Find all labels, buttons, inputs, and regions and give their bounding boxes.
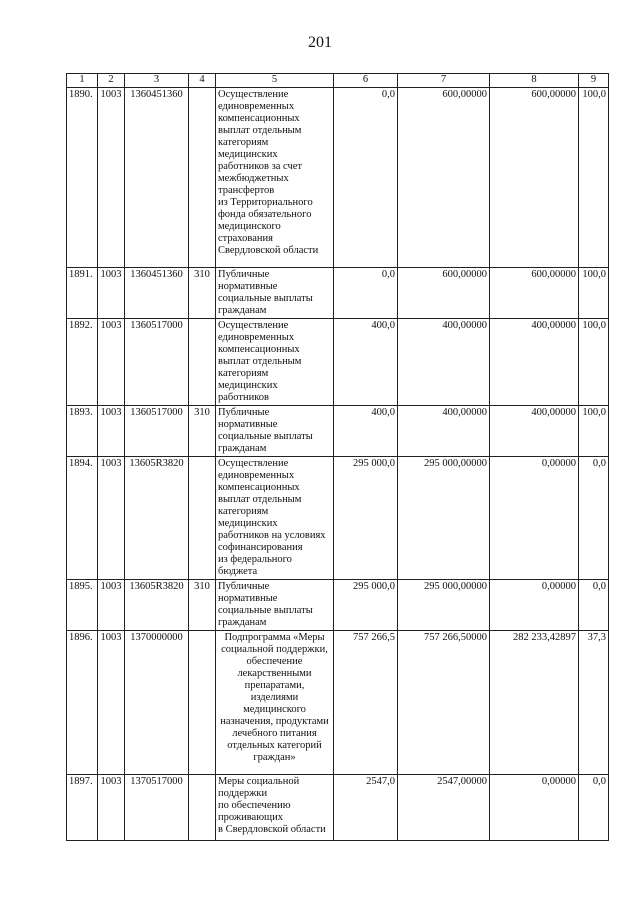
description-line: обеспечение xyxy=(246,656,303,667)
header-col-7: 7 xyxy=(398,74,490,88)
approved-amount-cell: 757 266,50000 xyxy=(398,631,490,775)
description-line: отдельных категорий xyxy=(227,740,322,751)
target-code-cell: 1370000000 xyxy=(125,631,189,775)
executed-amount-cell: 600,00000 xyxy=(490,88,579,268)
header-col-2: 2 xyxy=(98,74,125,88)
planned-amount-cell: 400,0 xyxy=(334,319,398,406)
header-col-4: 4 xyxy=(189,74,216,88)
description-line: Свердловской области xyxy=(218,245,319,256)
description-line: Подпрограмма «Меры xyxy=(224,632,325,643)
row-number-cell: 1896. xyxy=(67,631,98,775)
description-cell xyxy=(216,268,334,319)
target-code-cell: 1360451360 xyxy=(125,268,189,319)
target-code-cell: 13605R3820 xyxy=(125,580,189,631)
executed-amount-cell: 0,00000 xyxy=(490,580,579,631)
description-line: страхования xyxy=(218,233,273,244)
expense-type-cell: 310 xyxy=(189,406,216,457)
description-line: бюджета xyxy=(218,566,258,577)
description-line: медицинских xyxy=(218,518,278,529)
description-line: выплат отдельным xyxy=(218,356,302,367)
table-row xyxy=(67,631,609,775)
planned-amount-cell: 2547,0 xyxy=(334,775,398,841)
description-cell xyxy=(216,457,334,580)
page-number: 201 xyxy=(308,34,332,51)
percent-cell: 100,0 xyxy=(579,319,609,406)
description-line: Осуществление xyxy=(218,89,289,100)
section-code-cell: 1003 xyxy=(98,406,125,457)
description-line: социальной поддержки, xyxy=(221,644,328,655)
row-number-cell: 1897. xyxy=(67,775,98,841)
description-line: Публичные xyxy=(218,269,270,280)
percent-cell: 100,0 xyxy=(579,88,609,268)
planned-amount-cell: 757 266,5 xyxy=(334,631,398,775)
description-line: работников xyxy=(218,392,269,403)
description-line: Публичные xyxy=(218,407,270,418)
description-line: нормативные xyxy=(218,281,278,292)
section-code-cell: 1003 xyxy=(98,319,125,406)
executed-amount-cell: 0,00000 xyxy=(490,775,579,841)
table-row xyxy=(67,319,609,406)
percent-cell: 0,0 xyxy=(579,775,609,841)
description-line: медицинских xyxy=(218,380,278,391)
description-line: трансфертов xyxy=(218,185,275,196)
description-line: социальные выплаты xyxy=(218,431,313,442)
table-row xyxy=(67,88,609,268)
expense-type-cell xyxy=(189,88,216,268)
header-row xyxy=(67,74,609,88)
percent-cell: 37,3 xyxy=(579,631,609,775)
planned-amount-cell: 0,0 xyxy=(334,88,398,268)
description-line: единовременных xyxy=(218,101,295,112)
description-cell xyxy=(216,631,334,775)
description-line: Публичные xyxy=(218,581,270,592)
header-col-5: 5 xyxy=(216,74,334,88)
description-line: единовременных xyxy=(218,332,295,343)
table-body xyxy=(67,88,609,841)
description-line: категориям xyxy=(218,368,269,379)
description-line: компенсационных xyxy=(218,113,300,124)
expense-type-cell xyxy=(189,631,216,775)
description-cell xyxy=(216,88,334,268)
table-row xyxy=(67,775,609,841)
description-line: медицинского xyxy=(243,704,306,715)
expense-type-cell: 310 xyxy=(189,580,216,631)
description-line: единовременных xyxy=(218,470,295,481)
percent-cell: 100,0 xyxy=(579,268,609,319)
table-row xyxy=(67,268,609,319)
executed-amount-cell: 282 233,42897 xyxy=(490,631,579,775)
description-line: фонда обязательного xyxy=(218,209,312,220)
description-line: граждан» xyxy=(253,752,296,763)
target-code-cell: 1370517000 xyxy=(125,775,189,841)
description-cell xyxy=(216,580,334,631)
target-code-cell: 1360517000 xyxy=(125,406,189,457)
section-code-cell: 1003 xyxy=(98,88,125,268)
table-row xyxy=(67,580,609,631)
section-code-cell: 1003 xyxy=(98,457,125,580)
expense-type-cell xyxy=(189,457,216,580)
description-line: Меры социальной xyxy=(218,776,300,787)
description-line: компенсационных xyxy=(218,344,300,355)
budget-table xyxy=(66,73,609,841)
header-col-6: 6 xyxy=(334,74,398,88)
expense-type-cell xyxy=(189,319,216,406)
header-col-3: 3 xyxy=(125,74,189,88)
planned-amount-cell: 400,0 xyxy=(334,406,398,457)
planned-amount-cell: 295 000,0 xyxy=(334,457,398,580)
description-line: компенсационных xyxy=(218,482,300,493)
percent-cell: 0,0 xyxy=(579,580,609,631)
table-row xyxy=(67,406,609,457)
approved-amount-cell: 400,00000 xyxy=(398,406,490,457)
approved-amount-cell: 295 000,00000 xyxy=(398,457,490,580)
table-row xyxy=(67,457,609,580)
description-line: выплат отдельным xyxy=(218,494,302,505)
description-line: из федерального xyxy=(218,554,292,565)
description-line: межбюджетных xyxy=(218,173,289,184)
description-line: софинансирования xyxy=(218,542,303,553)
percent-cell: 100,0 xyxy=(579,406,609,457)
description-line: работников на условиях xyxy=(218,530,326,541)
approved-amount-cell: 2547,00000 xyxy=(398,775,490,841)
executed-amount-cell: 600,00000 xyxy=(490,268,579,319)
row-number-cell: 1893. xyxy=(67,406,98,457)
approved-amount-cell: 600,00000 xyxy=(398,268,490,319)
description-cell xyxy=(216,406,334,457)
section-code-cell: 1003 xyxy=(98,580,125,631)
section-code-cell: 1003 xyxy=(98,268,125,319)
description-line: гражданам xyxy=(218,305,267,316)
target-code-cell: 13605R3820 xyxy=(125,457,189,580)
executed-amount-cell: 400,00000 xyxy=(490,406,579,457)
row-number-cell: 1895. xyxy=(67,580,98,631)
expense-type-cell xyxy=(189,775,216,841)
description-line: препаратами, xyxy=(244,680,305,691)
description-cell xyxy=(216,775,334,841)
description-line: Осуществление xyxy=(218,320,289,331)
description-line: медицинских xyxy=(218,149,278,160)
description-line: назначения, продуктами xyxy=(220,716,329,727)
description-line: в Свердловской области xyxy=(218,824,326,835)
description-line: поддержки xyxy=(218,788,268,799)
description-line: работников за счет xyxy=(218,161,303,172)
description-line: категориям xyxy=(218,506,269,517)
header-col-1: 1 xyxy=(67,74,98,88)
description-line: социальные выплаты xyxy=(218,605,313,616)
header-col-9: 9 xyxy=(579,74,609,88)
target-code-cell: 1360517000 xyxy=(125,319,189,406)
section-code-cell: 1003 xyxy=(98,631,125,775)
approved-amount-cell: 600,00000 xyxy=(398,88,490,268)
description-line: медицинского xyxy=(218,221,281,232)
description-line: гражданам xyxy=(218,443,267,454)
description-line: проживающих xyxy=(218,812,284,823)
description-line: категориям xyxy=(218,137,269,148)
planned-amount-cell: 0,0 xyxy=(334,268,398,319)
approved-amount-cell: 400,00000 xyxy=(398,319,490,406)
row-number-cell: 1891. xyxy=(67,268,98,319)
description-line: социальные выплаты xyxy=(218,293,313,304)
description-line: нормативные xyxy=(218,419,278,430)
row-number-cell: 1892. xyxy=(67,319,98,406)
description-line: лекарственными xyxy=(237,668,312,679)
description-line: гражданам xyxy=(218,617,267,628)
description-line: выплат отдельным xyxy=(218,125,302,136)
planned-amount-cell: 295 000,0 xyxy=(334,580,398,631)
row-number-cell: 1894. xyxy=(67,457,98,580)
header-col-8: 8 xyxy=(490,74,579,88)
row-number-cell: 1890. xyxy=(67,88,98,268)
description-line: нормативные xyxy=(218,593,278,604)
percent-cell: 0,0 xyxy=(579,457,609,580)
description-line: Осуществление xyxy=(218,458,289,469)
description-line: изделиями xyxy=(250,692,299,703)
description-cell xyxy=(216,319,334,406)
expense-type-cell: 310 xyxy=(189,268,216,319)
executed-amount-cell: 400,00000 xyxy=(490,319,579,406)
description-line: по обеспечению xyxy=(218,800,291,811)
executed-amount-cell: 0,00000 xyxy=(490,457,579,580)
description-line: из Территориального xyxy=(218,197,313,208)
approved-amount-cell: 295 000,00000 xyxy=(398,580,490,631)
section-code-cell: 1003 xyxy=(98,775,125,841)
description-line: лечебного питания xyxy=(232,728,317,739)
target-code-cell: 1360451360 xyxy=(125,88,189,268)
